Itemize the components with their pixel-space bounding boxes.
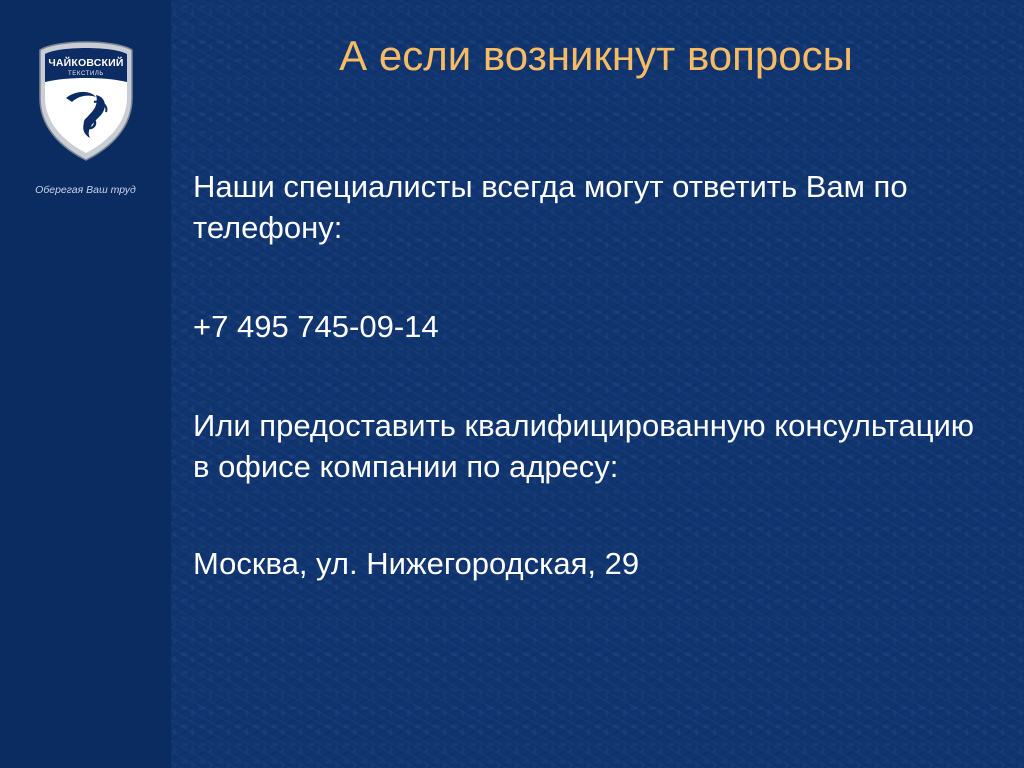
- intro-text: Наши специалисты всегда могут ответить Вам по телефону:: [193, 169, 908, 245]
- logo-subtitle-text: ТЕКСТИЛЬ: [68, 71, 104, 77]
- slide-title: А если возникнут вопросы: [339, 32, 853, 79]
- consultation-text: Или предоставить квалифицированную консультацию в офисе компании по адресу:: [193, 408, 975, 484]
- sidebar: [0, 0, 171, 768]
- logo-brand-text: ЧАЙКОВСКИЙ: [48, 57, 124, 69]
- tagline: Оберегая Ваш труд: [35, 184, 136, 196]
- company-logo: [36, 40, 136, 162]
- office-address: Москва, ул. Нижегородская, 29: [193, 546, 640, 581]
- phone-number: +7 495 745-09-14: [193, 309, 439, 344]
